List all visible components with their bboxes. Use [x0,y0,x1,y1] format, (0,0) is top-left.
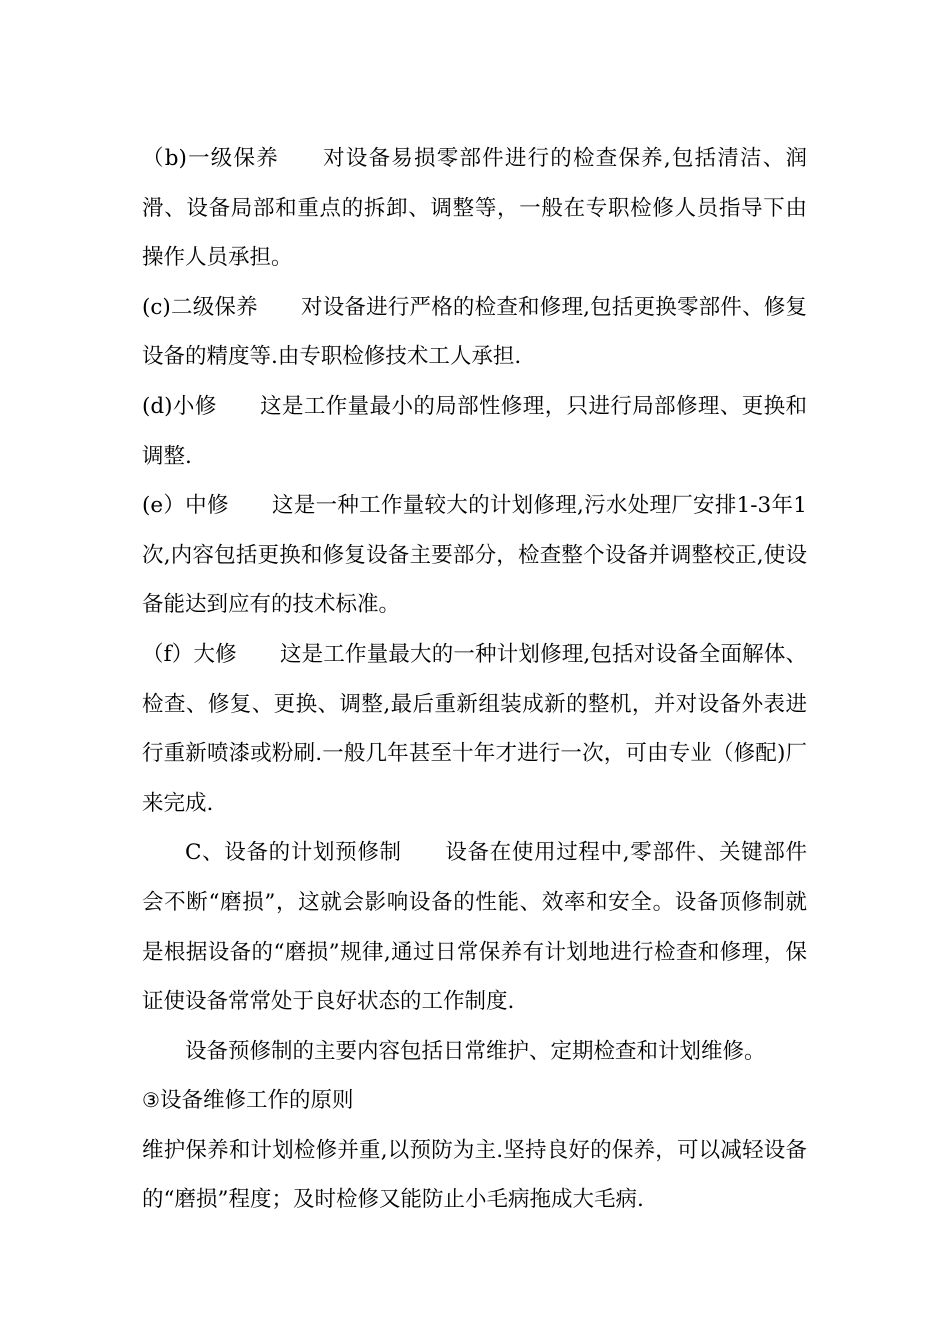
paragraph-heading: (d)小修 [142,393,217,419]
paragraph-text: 对设备进行严格的检查和修理,包括更换零部件、修复设备的精度等.由专职检修技术工人承担. [142,294,807,370]
document-body [142,134,807,1225]
paragraph-heading: （b)一级保养 [142,146,279,171]
paragraph-level2-maintenance [142,283,807,382]
paragraph-heading: C、设备的计划预修制 [185,840,402,866]
paragraph-text: 设备在使用过程中,零部件、关键部件会不断“磨损”，这就会影响设备的性能、效率和安全。设备顶修制就是根据设备的“磨损”规律,通过日常保养有计划地进行检查和修理，保证使设备常常处于良好状态的工作制度. [142,840,808,1015]
paragraph-minor-repair [142,382,807,481]
paragraph-major-repair [142,630,807,828]
paragraph-medium-repair [142,481,807,630]
circled-number-marker: ③ [142,1088,160,1113]
paragraph-text: 对设备易损零部件进行的检查保养,包括清洁、润滑、设备局部和重点的拆卸、调整等，一般在专职检修人员指导下由操作人员承担。 [142,146,807,271]
paragraph-heading: （f）大修 [142,641,237,667]
paragraph-level1-maintenance [142,134,807,283]
paragraph-summary: 设备预修制的主要内容包括日常维护、定期检查和计划维修。 [185,1038,766,1064]
paragraph-heading: (e）中修 [142,493,229,519]
paragraph-text: 这是工作量最大的一种计划修理,包括对设备全面解体、检查、修复、更换、调整,最后重新组装成新的整机，并对设备外表进行重新喷漆或粉刷.一般几年甚至十年才进行一次，可由专业（修配)厂来完成. [142,641,807,816]
section-title: 设备维修工作的原则 [159,1088,354,1114]
section-heading-principles [142,1076,807,1126]
paragraph-heading: (c)二级保养 [142,294,258,320]
paragraph-planned-preventive-system [142,828,807,1026]
paragraph-text: 这是工作量最小的局部性修理，只进行局部修理、更换和调整. [142,393,807,469]
paragraph-principles: 维护保养和计划检修并重,以预防为主.坚持良好的保养，可以减轻设备的“磨损”程度；及时检修又能防止小毛病拖成大毛病. [142,1137,807,1213]
paragraph-text: 这是一种工作量较大的计划修理,污水处理厂安排1-3年1次,内容包括更换和修复设备主要部分，检查整个设备并调整校正,使设备能达到应有的技术标准。 [142,493,807,618]
